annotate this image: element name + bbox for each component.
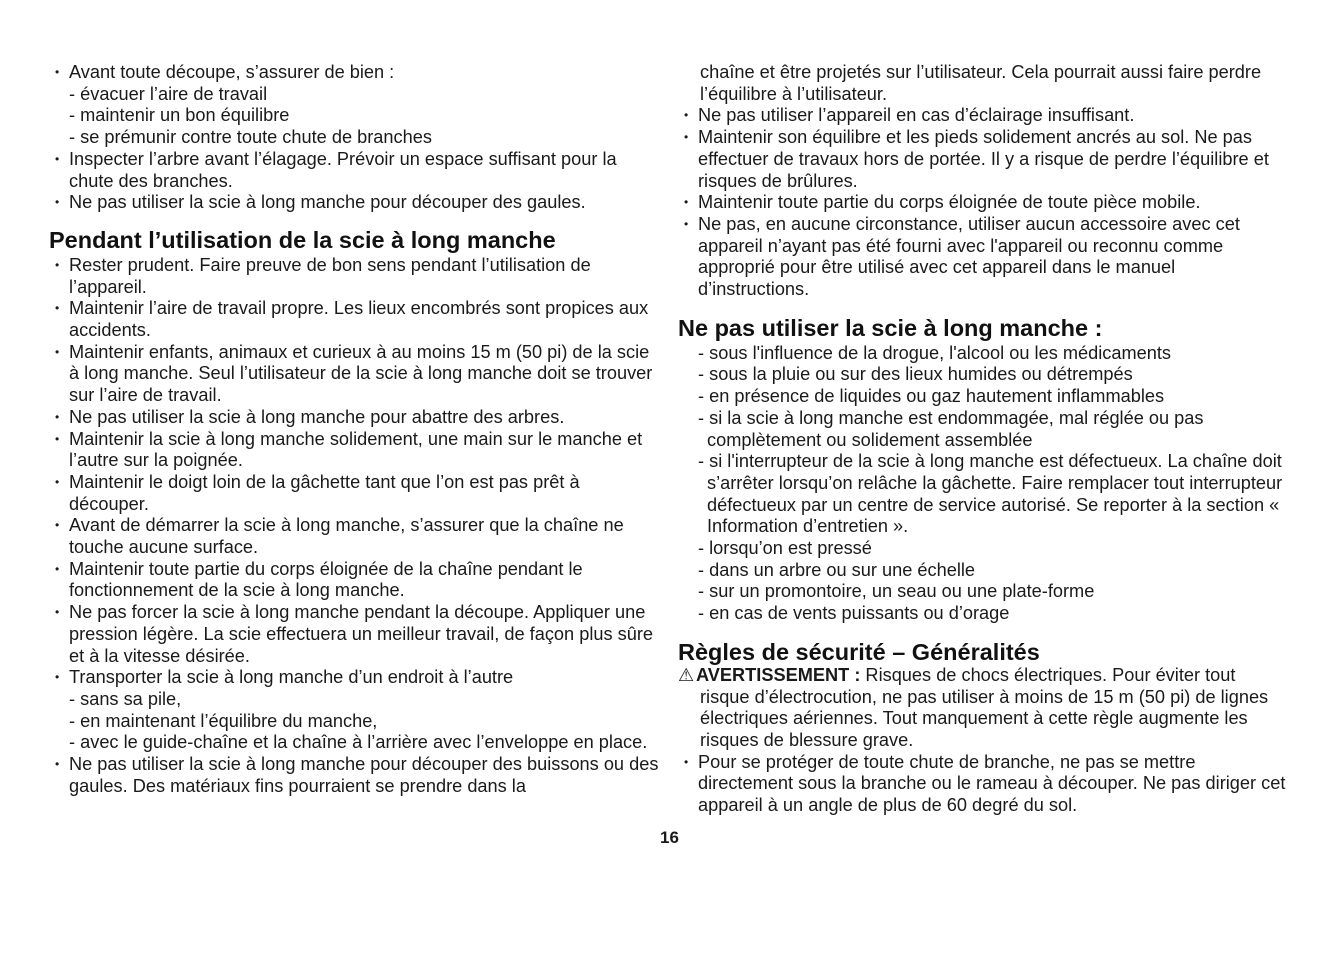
list-item: • Maintenir enfants, animaux et curieux à au moins 15 m (50 pi) de la scie à long manche. Seul l’utilisateur de la scie à long manche doit se trouver sur l’aire de travail. xyxy=(49,342,659,407)
sub-item: - en présence de liquides ou gaz hautement inflammables xyxy=(698,386,1165,407)
sub-item: - si la scie à long manche est endommagée, mal réglée ou pas complètement ou solidement assemblée xyxy=(698,407,1204,450)
sub-item: - sous l'influence de la drogue, l'alcool ou les médicaments xyxy=(698,342,1172,363)
section-heading: Ne pas utiliser la scie à long manche : xyxy=(678,314,1103,341)
list-item: • Ne pas utiliser la scie à long manche pour abattre des arbres. xyxy=(49,407,659,429)
list-item: • Ne pas forcer la scie à long manche pendant la découpe. Appliquer une pression légère. La scie effectuera un meilleur travail, de façon plus sûre et à la vitesse désirée. xyxy=(49,602,659,667)
list-item: • Maintenir toute partie du corps éloignée de toute pièce mobile. xyxy=(678,192,1290,214)
list-item: • Ne pas, en aucune circonstance, utiliser aucun accessoire avec cet appareil n’ayant pas été fourni avec l'appareil ou reconnu comme approprié pour être utilisé avec cet appareil dans le manuel d’instructions. xyxy=(678,214,1290,301)
warning-paragraph xyxy=(678,665,1290,752)
right-column xyxy=(678,62,1290,817)
warning-triangle-icon: ⚠ xyxy=(678,664,695,685)
sub-item: - se prémunir contre toute chute de branches xyxy=(69,127,432,148)
section-heading: Pendant l’utilisation de la scie à long manche xyxy=(49,226,556,253)
list-item: • Inspecter l’arbre avant l’élagage. Prévoir un espace suffisant pour la chute des branches. xyxy=(49,149,659,192)
list-item: • Avant toute découpe, s’assurer de bien : xyxy=(49,62,659,84)
list-item: • Transporter la scie à long manche d’un endroit à l’autre xyxy=(49,667,659,689)
sub-item: - si l'interrupteur de la scie à long manche est défectueux. La chaîne doit s’arrêter lorsqu’on relâche la gâchette. Faire remplacer tout interrupteur défectueux par un centre de service autorisé. Se reporter à la section « Information d’entretien ». xyxy=(698,451,1283,537)
list-item: • Maintenir l’aire de travail propre. Les lieux encombrés sont propices aux accidents. xyxy=(49,298,659,341)
sub-item: - dans un arbre ou sur une échelle xyxy=(698,559,976,580)
list-item: • Maintenir son équilibre et les pieds solidement ancrés au sol. Ne pas effectuer de travaux hors de portée. Il y a risque de perdre l’équilibre et risques de brûlures. xyxy=(678,127,1290,192)
list-item: • Pour se protéger de toute chute de branche, ne pas se mettre directement sous la branche ou le rameau à découper. Ne pas diriger cet appareil à un angle de plus de 60 degré du sol. xyxy=(678,752,1290,817)
sub-item: - en cas de vents puissants ou d’orage xyxy=(698,603,1010,624)
list-item: • Maintenir la scie à long manche solidement, une main sur le manche et l’autre sur la poignée. xyxy=(49,429,659,472)
section-heading: Règles de sécurité – Généralités xyxy=(678,638,1040,665)
list-item: • Ne pas utiliser l’appareil en cas d’éclairage insuffisant. xyxy=(678,105,1290,127)
sub-item: - en maintenant l’équilibre du manche, xyxy=(69,710,378,731)
list-item: • Maintenir toute partie du corps éloignée de la chaîne pendant le fonctionnement de la scie à long manche. xyxy=(49,559,659,602)
warning-text: Risques de chocs électriques. Pour éviter tout risque d’électrocution, ne pas utiliser à moins de 15 m (50 pi) de lignes électriques aériennes. Tout manquement à cette règle augmente les risques de blessure grave. xyxy=(700,664,1269,750)
sub-item: - lorsqu’on est pressé xyxy=(698,538,872,559)
list-item: • Rester prudent. Faire preuve de bon sens pendant l’utilisation de l’appareil. xyxy=(49,255,659,298)
sub-item: - évacuer l’aire de travail xyxy=(69,83,268,104)
sub-item: - avec le guide-chaîne et la chaîne à l’arrière avec l’enveloppe en place. xyxy=(69,732,648,753)
sub-item: - sous la pluie ou sur des lieux humides ou détrempés xyxy=(698,364,1133,385)
list-item: • Avant de démarrer la scie à long manche, s’assurer que la chaîne ne touche aucune surface. xyxy=(49,515,659,558)
list-item: • Ne pas utiliser la scie à long manche pour découper des gaules. xyxy=(49,192,659,214)
sub-item: - sans sa pile, xyxy=(69,688,182,709)
list-item: • Maintenir le doigt loin de la gâchette tant que l’on est pas prêt à découper. xyxy=(49,472,659,515)
sub-item: - maintenir un bon équilibre xyxy=(69,105,290,126)
page-number: 16 xyxy=(660,828,679,847)
sub-item: - sur un promontoire, un seau ou une plate-forme xyxy=(698,581,1095,602)
list-item: • Ne pas utiliser la scie à long manche pour découper des buissons ou des gaules. Des matériaux fins pourraient se prendre dans la xyxy=(49,754,659,797)
warning-label: AVERTISSEMENT : xyxy=(696,664,861,685)
continued-text: chaîne et être projetés sur l’utilisateur. Cela pourrait aussi faire perdre l’équilibre à l’utilisateur. xyxy=(700,62,1262,104)
left-column xyxy=(49,62,659,798)
